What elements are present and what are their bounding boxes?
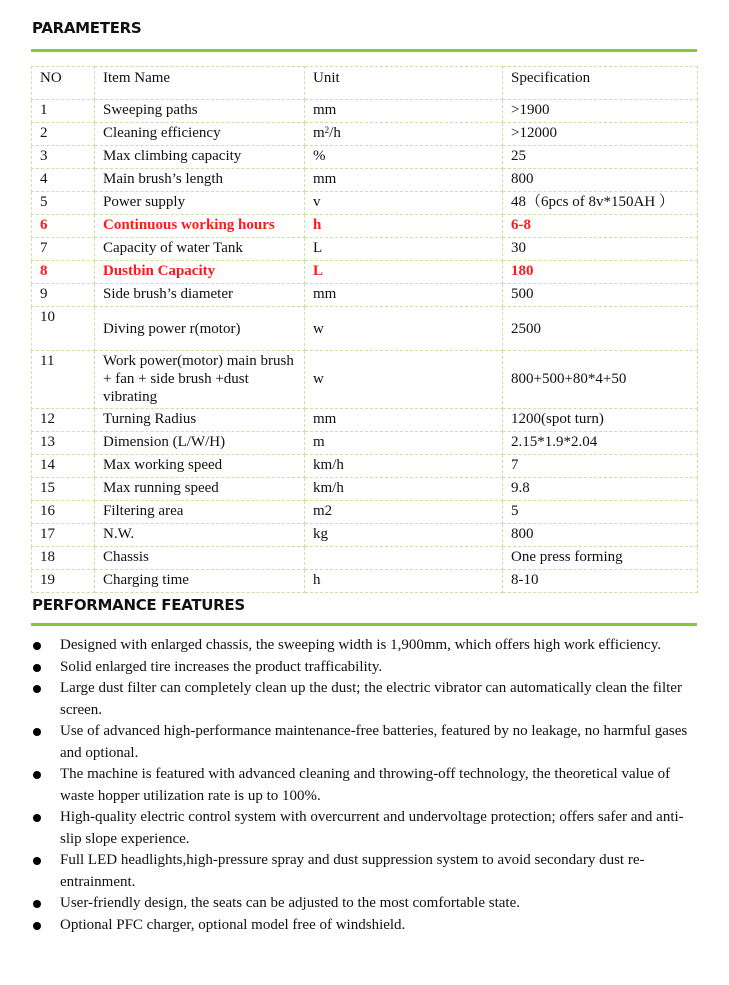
- cell-specification: [503, 146, 698, 169]
- feature-text: Full LED headlights,high-pressure spray and dust suppression system to avoid secondary dust re-entrainment.: [60, 852, 645, 890]
- cell-item-name-text: Main brush’s length: [103, 171, 223, 187]
- cell-specification-text: 5: [511, 503, 519, 519]
- cell-item-name-text: Diving power r(motor): [103, 321, 241, 337]
- cell-specification-text: 800+500+80*4+50: [511, 371, 627, 387]
- bullet-icon: [33, 642, 41, 650]
- cell-unit-text: %: [313, 148, 326, 164]
- cell-item-name: [95, 351, 305, 409]
- cell-specification-text: 6-8: [511, 217, 531, 233]
- feature-item: [0, 915, 729, 937]
- cell-specification-text: 9.8: [511, 480, 530, 496]
- cell-unit-text: w: [313, 371, 324, 387]
- cell-unit-text: m2: [313, 503, 333, 519]
- table-row: [32, 570, 698, 593]
- cell-specification: [503, 192, 698, 215]
- cell-unit: [305, 570, 503, 593]
- cell-item-name: [95, 524, 305, 547]
- cell-no-text: 19: [40, 572, 55, 588]
- cell-item-name-text: Max running speed: [103, 480, 219, 496]
- feature-item: [0, 764, 729, 807]
- cell-unit: [305, 478, 503, 501]
- table-row: [32, 169, 698, 192]
- table-row: [32, 409, 698, 432]
- cell-item-name-text: Max working speed: [103, 457, 223, 473]
- cell-specification: [503, 215, 698, 238]
- cell-item-name: [95, 432, 305, 455]
- cell-specification-text: 25: [511, 148, 526, 164]
- cell-unit-text: mm: [313, 171, 337, 187]
- cell-specification-text: 2.15*1.9*2.04: [511, 434, 598, 450]
- table-row: [32, 100, 698, 123]
- feature-item: [0, 721, 729, 764]
- table-row: [32, 123, 698, 146]
- cell-unit: [305, 284, 503, 307]
- cell-no: [32, 215, 95, 238]
- cell-item-name: [95, 409, 305, 432]
- cell-item-name: [95, 570, 305, 593]
- cell-unit: [305, 524, 503, 547]
- parameters-heading: PARAMETERS: [32, 19, 142, 37]
- cell-specification-text: 8-10: [511, 572, 539, 588]
- cell-no-text: 16: [40, 503, 55, 519]
- cell-specification: [503, 501, 698, 524]
- table-row: [32, 501, 698, 524]
- cell-unit-text: km/h: [313, 457, 344, 473]
- cell-unit-text: m: [313, 125, 325, 141]
- parameters-divider: [31, 49, 697, 52]
- cell-item-name: [95, 146, 305, 169]
- cell-no: [32, 478, 95, 501]
- cell-no-text: 4: [40, 171, 48, 187]
- cell-unit: [305, 351, 503, 409]
- feature-item: [0, 678, 729, 721]
- cell-specification-text: 500: [511, 286, 534, 302]
- bullet-icon: [33, 771, 41, 779]
- column-header-unit: Unit: [305, 67, 503, 100]
- cell-unit: [305, 501, 503, 524]
- cell-item-name-text: N.W.: [103, 526, 135, 542]
- cell-no: [32, 455, 95, 478]
- cell-unit: [305, 307, 503, 351]
- cell-specification: [503, 261, 698, 284]
- cell-unit: [305, 409, 503, 432]
- cell-specification: [503, 169, 698, 192]
- unit-suffix: /h: [329, 125, 341, 141]
- bullet-icon: [33, 728, 41, 736]
- cell-no: [32, 547, 95, 570]
- cell-no: [32, 238, 95, 261]
- cell-item-name-text: Dimension (L/W/H): [103, 434, 226, 450]
- feature-text: Large dust filter can completely clean up the dust; the electric vibrator can automatically clean the filter screen.: [60, 680, 682, 718]
- cell-unit: [305, 547, 503, 570]
- parameters-table: [31, 66, 698, 593]
- bullet-icon: [33, 685, 41, 693]
- cell-item-name: [95, 169, 305, 192]
- cell-specification: [503, 455, 698, 478]
- cell-no-text: 8: [40, 263, 48, 279]
- cell-unit-text: h: [313, 572, 321, 588]
- cell-no: [32, 261, 95, 284]
- table-row: [32, 238, 698, 261]
- cell-item-name-text: Max climbing capacity: [103, 148, 242, 164]
- cell-specification: [503, 570, 698, 593]
- cell-no-text: 5: [40, 194, 48, 210]
- cell-no: [32, 501, 95, 524]
- cell-no-text: 18: [40, 549, 55, 565]
- cell-unit: [305, 146, 503, 169]
- cell-no-text: 7: [40, 240, 48, 256]
- cell-no: [32, 351, 95, 409]
- cell-unit: [305, 215, 503, 238]
- cell-no: [32, 169, 95, 192]
- column-header-specification: Specification: [503, 67, 698, 100]
- table-row: [32, 261, 698, 284]
- cell-no: [32, 524, 95, 547]
- cell-item-name-text: Power supply: [103, 194, 186, 210]
- cell-specification-text: 2500: [511, 321, 541, 337]
- cell-no-text: 3: [40, 148, 48, 164]
- cell-no-text: 12: [40, 411, 55, 427]
- cell-item-name: [95, 455, 305, 478]
- cell-specification-text: 800: [511, 526, 534, 542]
- feature-item: [0, 893, 729, 915]
- cell-specification-text: 800: [511, 171, 534, 187]
- feature-item: [0, 807, 729, 850]
- cell-item-name-text: Dustbin Capacity: [103, 263, 216, 279]
- cell-no: [32, 192, 95, 215]
- cell-no: [32, 284, 95, 307]
- cell-unit: [305, 100, 503, 123]
- cell-specification-text: 1200(spot turn): [511, 411, 604, 427]
- cell-item-name: [95, 478, 305, 501]
- table-row: [32, 146, 698, 169]
- cell-unit-text: m: [313, 434, 325, 450]
- table-row: [32, 215, 698, 238]
- cell-specification-text: 7: [511, 457, 519, 473]
- cell-no-text: 14: [40, 457, 55, 473]
- cell-no: [32, 409, 95, 432]
- cell-specification-text: One press forming: [511, 549, 623, 565]
- table-header-row: [32, 67, 698, 100]
- cell-no-text: 17: [40, 526, 55, 542]
- table-row: [32, 547, 698, 570]
- cell-item-name: [95, 307, 305, 351]
- cell-specification-text: 48（6pcs of 8v*150AH ）: [511, 194, 674, 210]
- cell-specification-text: >1900: [511, 102, 550, 118]
- feature-text: High-quality electric control system with overcurrent and undervoltage protection; offers safer and anti-slip slope experience.: [60, 809, 684, 847]
- feature-text: Use of advanced high-performance maintenance-free batteries, featured by no leakage, no harmful gases and optional.: [60, 723, 688, 761]
- cell-specification-text: 180: [511, 263, 534, 279]
- feature-item: [0, 657, 729, 679]
- cell-specification: [503, 409, 698, 432]
- cell-no: [32, 100, 95, 123]
- column-header-no: NO: [32, 67, 95, 100]
- bullet-icon: [33, 900, 41, 908]
- feature-text: User-friendly design, the seats can be adjusted to the most comfortable state.: [60, 895, 520, 911]
- cell-item-name-text: Turning Radius: [103, 411, 197, 427]
- column-header-item-name: Item Name: [95, 67, 305, 100]
- unit-superscript: 2: [324, 125, 330, 135]
- cell-unit-text: mm: [313, 286, 337, 302]
- cell-no-text: 13: [40, 434, 55, 450]
- cell-unit-text: w: [313, 321, 324, 337]
- cell-no-text: 1: [40, 102, 48, 118]
- bullet-icon: [33, 664, 41, 672]
- cell-specification: [503, 524, 698, 547]
- cell-no: [32, 307, 95, 351]
- cell-item-name-text: Filtering area: [103, 503, 184, 519]
- cell-unit: [305, 123, 503, 146]
- cell-item-name: [95, 547, 305, 570]
- table-row: [32, 284, 698, 307]
- cell-item-name-text: Chassis: [103, 549, 149, 565]
- cell-item-name-text: Charging time: [103, 572, 189, 588]
- cell-no-text: 15: [40, 480, 55, 496]
- cell-specification: [503, 238, 698, 261]
- bullet-icon: [33, 922, 41, 930]
- cell-unit-text: L: [313, 263, 324, 279]
- cell-specification: [503, 478, 698, 501]
- cell-specification-text: 30: [511, 240, 526, 256]
- cell-unit: [305, 238, 503, 261]
- cell-item-name-text: Side brush’s diameter: [103, 286, 233, 302]
- cell-unit-text: v: [313, 194, 321, 210]
- table-row: [32, 432, 698, 455]
- cell-item-name: [95, 215, 305, 238]
- cell-unit: [305, 192, 503, 215]
- cell-unit: [305, 261, 503, 284]
- cell-no: [32, 570, 95, 593]
- cell-item-name: [95, 123, 305, 146]
- cell-no-text: 6: [40, 217, 48, 233]
- features-divider: [31, 623, 697, 626]
- cell-unit: [305, 455, 503, 478]
- bullet-icon: [33, 814, 41, 822]
- cell-no-text: 2: [40, 125, 48, 141]
- cell-specification-text: >12000: [511, 125, 557, 141]
- cell-specification: [503, 123, 698, 146]
- cell-item-name: [95, 238, 305, 261]
- cell-item-name-text: Cleaning efficiency: [103, 125, 221, 141]
- cell-no: [32, 146, 95, 169]
- cell-item-name: [95, 261, 305, 284]
- cell-item-name-text: Continuous working hours: [103, 217, 275, 233]
- table-row: [32, 192, 698, 215]
- features-heading: PERFORMANCE FEATURES: [32, 596, 245, 614]
- cell-specification: [503, 100, 698, 123]
- feature-text: Optional PFC charger, optional model free of windshield.: [60, 916, 406, 933]
- cell-item-name: [95, 501, 305, 524]
- table-row: [32, 307, 698, 351]
- cell-unit-text: mm: [313, 102, 337, 118]
- cell-unit-text: kg: [313, 526, 328, 542]
- table-row: [32, 455, 698, 478]
- cell-no-text: 10: [40, 309, 55, 325]
- cell-no-text: 11: [40, 353, 55, 369]
- feature-text: Designed with enlarged chassis, the sweeping width is 1,900mm, which offers high work efficiency.: [60, 637, 661, 653]
- feature-item: [0, 850, 729, 893]
- cell-unit: [305, 432, 503, 455]
- cell-specification: [503, 547, 698, 570]
- table-row: [32, 524, 698, 547]
- table-row: [32, 478, 698, 501]
- feature-text: Solid enlarged tire increases the product trafficability.: [60, 658, 383, 675]
- cell-specification: [503, 284, 698, 307]
- cell-unit-text: km/h: [313, 480, 344, 496]
- bullet-icon: [33, 857, 41, 865]
- cell-unit: [305, 169, 503, 192]
- feature-text: The machine is featured with advanced cleaning and throwing-off technology, the theoretical value of waste hopper utilization rate is up to 100%.: [60, 766, 671, 804]
- cell-unit-text: mm: [313, 411, 337, 427]
- table-row: [32, 351, 698, 409]
- features-list: [0, 635, 729, 936]
- cell-item-name: [95, 100, 305, 123]
- cell-no: [32, 432, 95, 455]
- cell-no-text: 9: [40, 286, 48, 302]
- cell-item-name-text: Work power(motor) main brush + fan + side brush +dust vibrating: [103, 353, 294, 405]
- cell-item-name-text: Sweeping paths: [103, 102, 198, 118]
- cell-item-name: [95, 192, 305, 215]
- cell-item-name-text: Capacity of water Tank: [103, 240, 243, 256]
- cell-unit-text: L: [313, 240, 323, 256]
- cell-specification: [503, 432, 698, 455]
- cell-unit-text: h: [313, 217, 322, 233]
- cell-no: [32, 123, 95, 146]
- cell-specification: [503, 307, 698, 351]
- feature-item: [0, 635, 729, 657]
- cell-specification: [503, 351, 698, 409]
- cell-item-name: [95, 284, 305, 307]
